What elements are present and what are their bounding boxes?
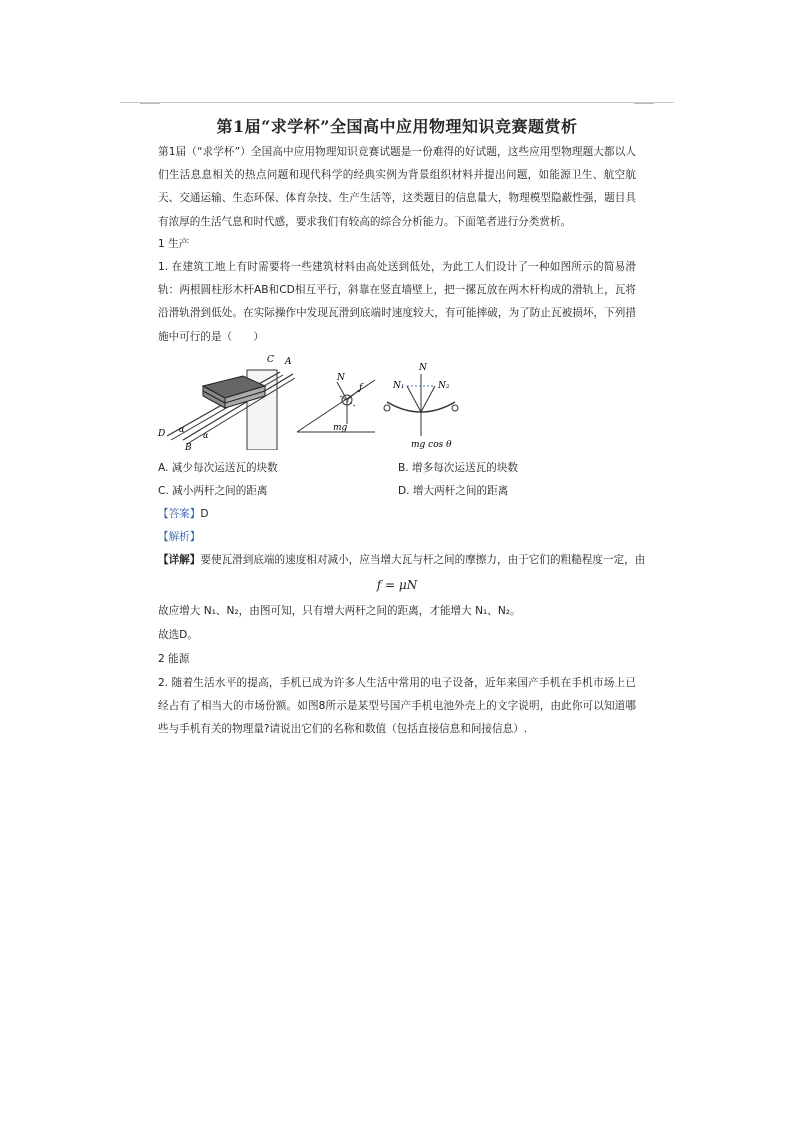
label-c: C — [267, 355, 274, 365]
analysis-label-text: 【解析】 — [158, 531, 201, 543]
analysis-label — [158, 529, 200, 544]
section-heading-production: 1 生产 — [158, 238, 190, 250]
option-b: B. 增多每次运送瓦的块数 — [398, 462, 518, 474]
answer-label: 【答案】 — [158, 508, 201, 520]
label-alpha-2: α — [203, 431, 209, 440]
conclusion-text: 故应增大 N₁、N₂，由图可知，只有增大两杆之间的距离，才能增大 N₁、N₂。 — [158, 605, 521, 617]
question-1-figure — [155, 350, 485, 450]
intro-paragraph: 第1届（“求学杯”）全国高中应用物理知识竞赛试题是一份难得的好试题，这些应用型物理题大都以人们生活息息相关的热点问题和现代科学的经典实例为背景组织材料并提出问题，如能源卫生、航空航天、交通运输、生态环保、体育杂技、生产生活等，这类题目的信息量大，物理模型隐蔽性强，题目具有浓厚的生活气息和时代感，要求我们有较高的综合分析能力。下面笔者进行分类赏析。 — [158, 146, 636, 228]
option-d: D. 增大两杆之间的距离 — [398, 485, 509, 497]
final-answer-text: 故选D。 — [158, 629, 198, 641]
label-n2: N₂ — [438, 381, 450, 391]
option-a: A. 减少每次运送瓦的块数 — [158, 462, 278, 474]
header-mark-left — [140, 103, 160, 108]
label-mg: mg — [333, 423, 348, 433]
header-rule — [120, 102, 674, 103]
label-n-center: N — [419, 363, 427, 373]
label-f: f — [359, 383, 363, 393]
detail-line — [158, 552, 645, 567]
detail-text: 要使瓦滑到底端的速度相对减小，应当增大瓦与杆之间的摩擦力，由于它们的粗糙程度一定，由 — [200, 554, 646, 566]
detail-label: 【详解】 — [158, 554, 201, 566]
question-2-text: 2. 随着生活水平的提高，手机已成为许多人生活中常用的电子设备，近年来国产手机在手机市场上已经占有了相当大的市场份额。如图8所示是某型号国产手机电池外壳上的文字说明，由此你可以知道哪些与手机有关的物理量?请说出它们的名称和数值（包括直接信息和间接信息）. — [158, 677, 636, 736]
page-title: 第1届“求学杯”全国高中应用物理知识竞赛题赏析 — [216, 117, 578, 136]
label-d: D — [158, 429, 166, 439]
label-alpha-1: α — [179, 425, 185, 434]
section-heading-energy: 2 能源 — [158, 653, 190, 665]
header-mark-right — [634, 103, 654, 108]
label-mgcos: mg cos θ — [411, 440, 452, 450]
label-n: N — [337, 373, 345, 383]
label-b: B — [185, 443, 192, 450]
friction-formula: f = μN — [376, 578, 418, 592]
question-1-text: 1. 在建筑工地上有时需要将一些建筑材料由高处送到低处，为此工人们设计了一种如图所示的简易滑轨：两根圆柱形木杆AB和CD相互平行，斜靠在竖直墙壁上，把一摞瓦放在两木杆构成的滑轨上，瓦将沿滑轨滑到低处。在实际操作中发现瓦滑到底端时速度较大，有可能摔破，为了防止瓦被损坏，下列措施中可行的是（ ） — [158, 261, 636, 343]
option-c: C. 减小两杆之间的距离 — [158, 485, 268, 497]
label-a: A — [285, 357, 292, 367]
answer-value: D — [200, 508, 209, 520]
answer-line — [158, 506, 209, 521]
label-n1: N₁ — [393, 381, 405, 391]
